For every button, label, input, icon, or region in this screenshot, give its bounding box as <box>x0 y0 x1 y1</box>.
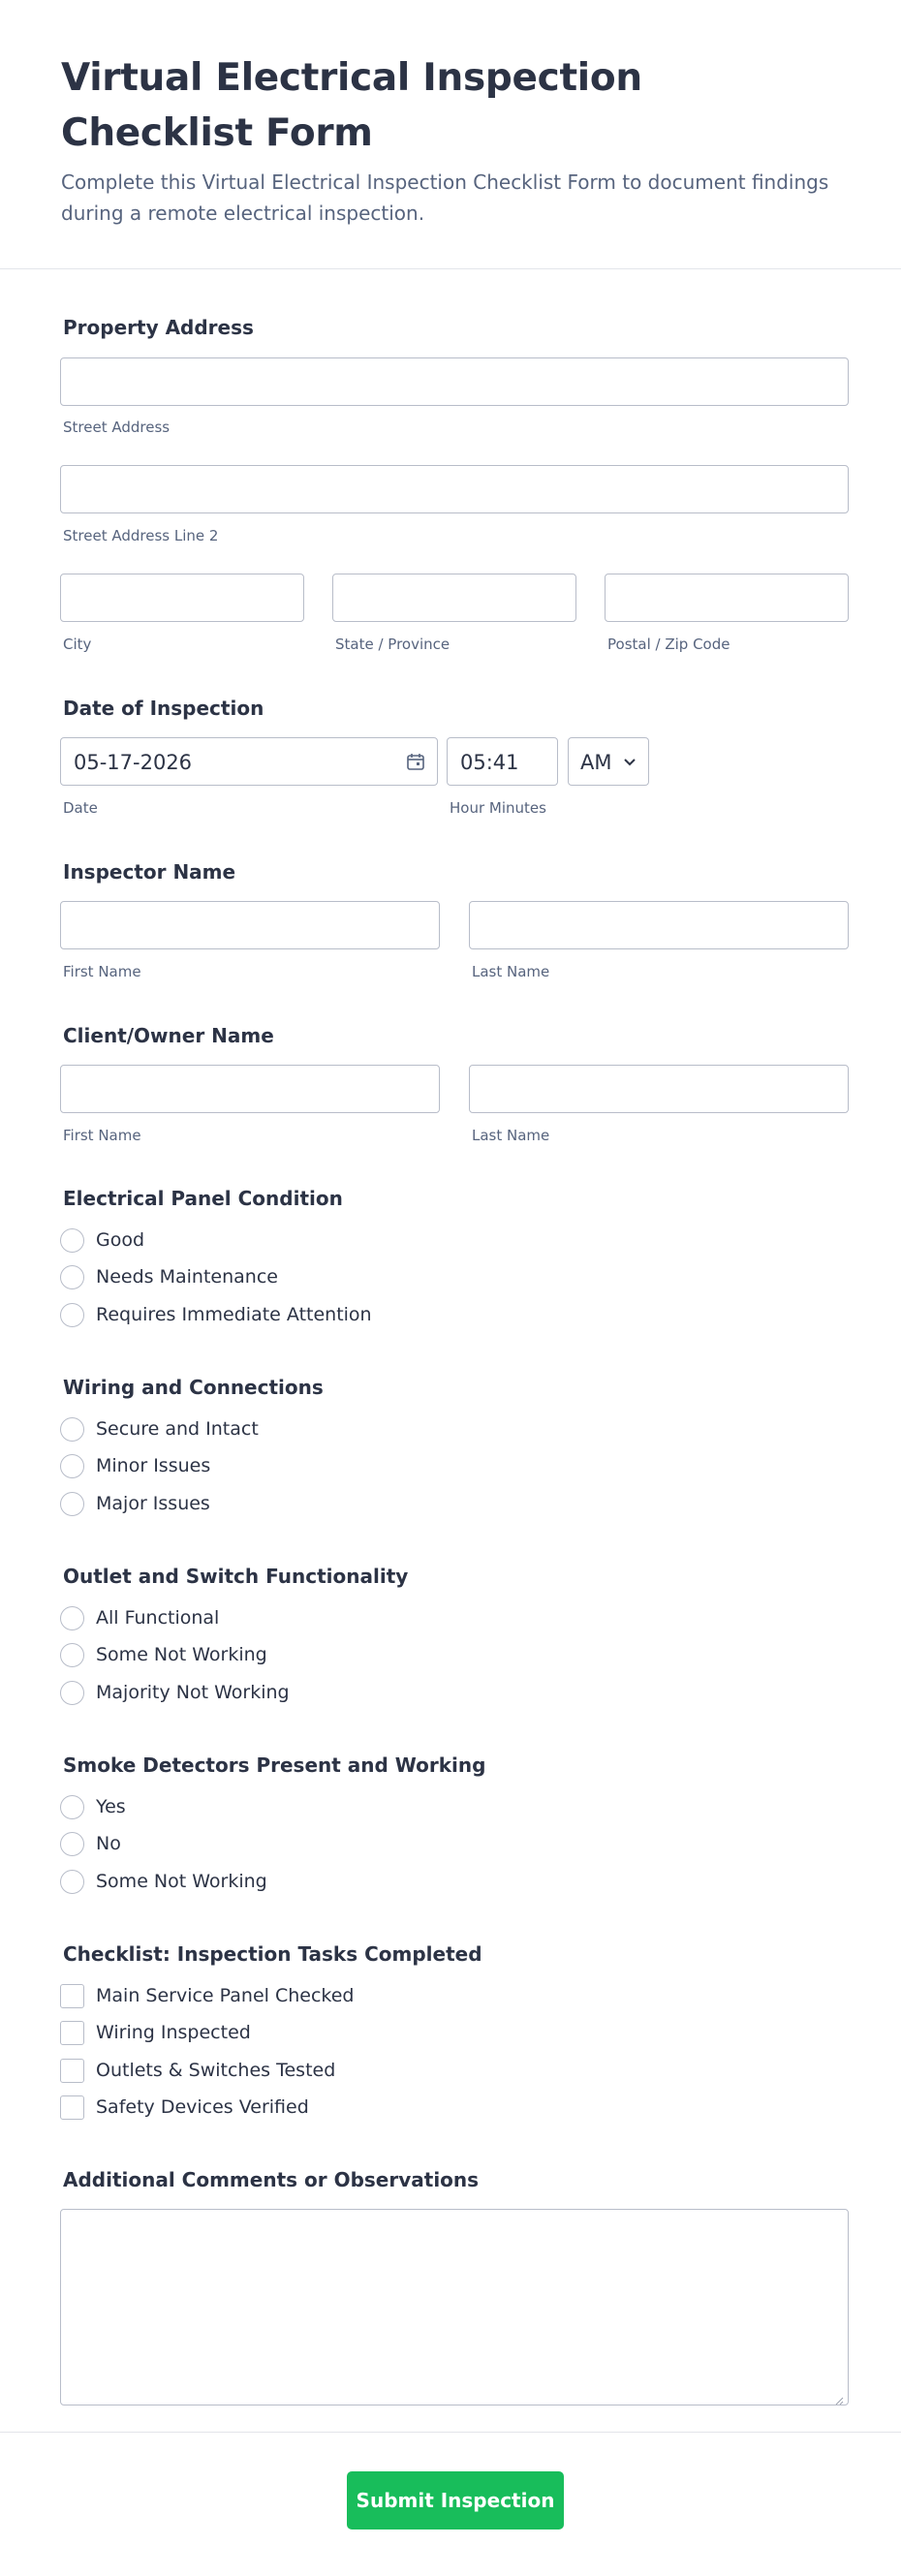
state-sublabel: State / Province <box>335 636 450 653</box>
city-sublabel: City <box>63 636 92 653</box>
smoke-option-some[interactable]: Some Not Working <box>60 1867 267 1896</box>
street-address-input[interactable] <box>60 357 849 406</box>
smoke-option-yes[interactable]: Yes <box>60 1792 126 1821</box>
city-input[interactable] <box>60 574 304 622</box>
time-value: 05:41 <box>460 751 519 774</box>
zip-input[interactable] <box>605 574 849 622</box>
checkbox[interactable] <box>60 2059 84 2083</box>
inspector-last-name-sublabel: Last Name <box>472 963 550 980</box>
chevron-down-icon <box>623 755 637 773</box>
zip-sublabel: Postal / Zip Code <box>607 636 730 653</box>
form-body <box>0 269 901 2435</box>
radio-button[interactable] <box>60 1454 84 1478</box>
radio-button[interactable] <box>60 1681 84 1705</box>
checkbox[interactable] <box>60 1984 84 2008</box>
outlets-label: Outlet and Switch Functionality <box>63 1565 409 1588</box>
radio-button[interactable] <box>60 1870 84 1894</box>
street-address-line2-input[interactable] <box>60 465 849 513</box>
client-first-name-sublabel: First Name <box>63 1127 141 1144</box>
time-sublabel: Hour Minutes <box>450 799 546 817</box>
checklist-label: Checklist: Inspection Tasks Completed <box>63 1942 482 1966</box>
checklist-item-outlets[interactable]: Outlets & Switches Tested <box>60 2056 335 2085</box>
date-value: 05-17-2026 <box>74 751 193 774</box>
calendar-icon[interactable] <box>406 752 425 775</box>
outlets-option-majority[interactable]: Majority Not Working <box>60 1678 290 1707</box>
resize-handle-icon[interactable] <box>834 2391 844 2401</box>
radio-button[interactable] <box>60 1643 84 1667</box>
form-title: Virtual Electrical Inspection Checklist Form <box>61 56 642 155</box>
form-header <box>0 0 901 269</box>
street-address-line2-sublabel: Street Address Line 2 <box>63 527 219 544</box>
date-of-inspection-label: Date of Inspection <box>63 697 264 720</box>
client-first-name-input[interactable] <box>60 1065 440 1113</box>
form-footer <box>0 2432 901 2576</box>
inspector-first-name-input[interactable] <box>60 901 440 949</box>
wiring-option-major[interactable]: Major Issues <box>60 1489 210 1518</box>
wiring-option-secure[interactable]: Secure and Intact <box>60 1414 259 1443</box>
radio-button[interactable] <box>60 1606 84 1630</box>
panel-option-needs-maintenance[interactable]: Needs Maintenance <box>60 1262 278 1291</box>
radio-button[interactable] <box>60 1417 84 1442</box>
smoke-detectors-label: Smoke Detectors Present and Working <box>63 1754 486 1777</box>
outlets-option-all[interactable]: All Functional <box>60 1603 219 1632</box>
date-sublabel: Date <box>63 799 98 817</box>
wiring-label: Wiring and Connections <box>63 1376 324 1399</box>
time-input[interactable] <box>447 737 558 786</box>
form-description: Complete this Virtual Electrical Inspection Checklist Form to document findings during a remote electrical inspection. <box>61 171 829 225</box>
comments-label: Additional Comments or Observations <box>63 2168 480 2191</box>
ampm-value: AM <box>580 751 612 774</box>
client-name-label: Client/Owner Name <box>63 1024 274 1047</box>
state-input[interactable] <box>332 574 576 622</box>
property-address-label: Property Address <box>63 316 254 339</box>
radio-button[interactable] <box>60 1492 84 1516</box>
outlets-option-some[interactable]: Some Not Working <box>60 1640 267 1669</box>
panel-option-requires-attention[interactable]: Requires Immediate Attention <box>60 1300 372 1329</box>
panel-option-good[interactable]: Good <box>60 1226 144 1255</box>
smoke-option-no[interactable]: No <box>60 1829 121 1858</box>
checkbox[interactable] <box>60 2021 84 2045</box>
radio-button[interactable] <box>60 1832 84 1856</box>
ampm-select[interactable] <box>568 737 649 786</box>
checklist-item-safety[interactable]: Safety Devices Verified <box>60 2093 309 2122</box>
radio-button[interactable] <box>60 1265 84 1289</box>
client-last-name-input[interactable] <box>469 1065 849 1113</box>
radio-button[interactable] <box>60 1228 84 1253</box>
comments-textarea[interactable] <box>60 2209 849 2405</box>
date-input[interactable] <box>60 737 438 786</box>
checklist-item-wiring[interactable]: Wiring Inspected <box>60 2018 251 2047</box>
wiring-option-minor[interactable]: Minor Issues <box>60 1451 210 1480</box>
inspector-last-name-input[interactable] <box>469 901 849 949</box>
checkbox[interactable] <box>60 2095 84 2120</box>
street-address-sublabel: Street Address <box>63 419 171 436</box>
submit-button[interactable]: Submit Inspection <box>347 2471 564 2529</box>
inspector-name-label: Inspector Name <box>63 860 236 884</box>
radio-button[interactable] <box>60 1795 84 1819</box>
client-last-name-sublabel: Last Name <box>472 1127 550 1144</box>
panel-condition-label: Electrical Panel Condition <box>63 1187 343 1210</box>
radio-button[interactable] <box>60 1303 84 1327</box>
checklist-item-panel[interactable]: Main Service Panel Checked <box>60 1981 354 2010</box>
inspector-first-name-sublabel: First Name <box>63 963 141 980</box>
